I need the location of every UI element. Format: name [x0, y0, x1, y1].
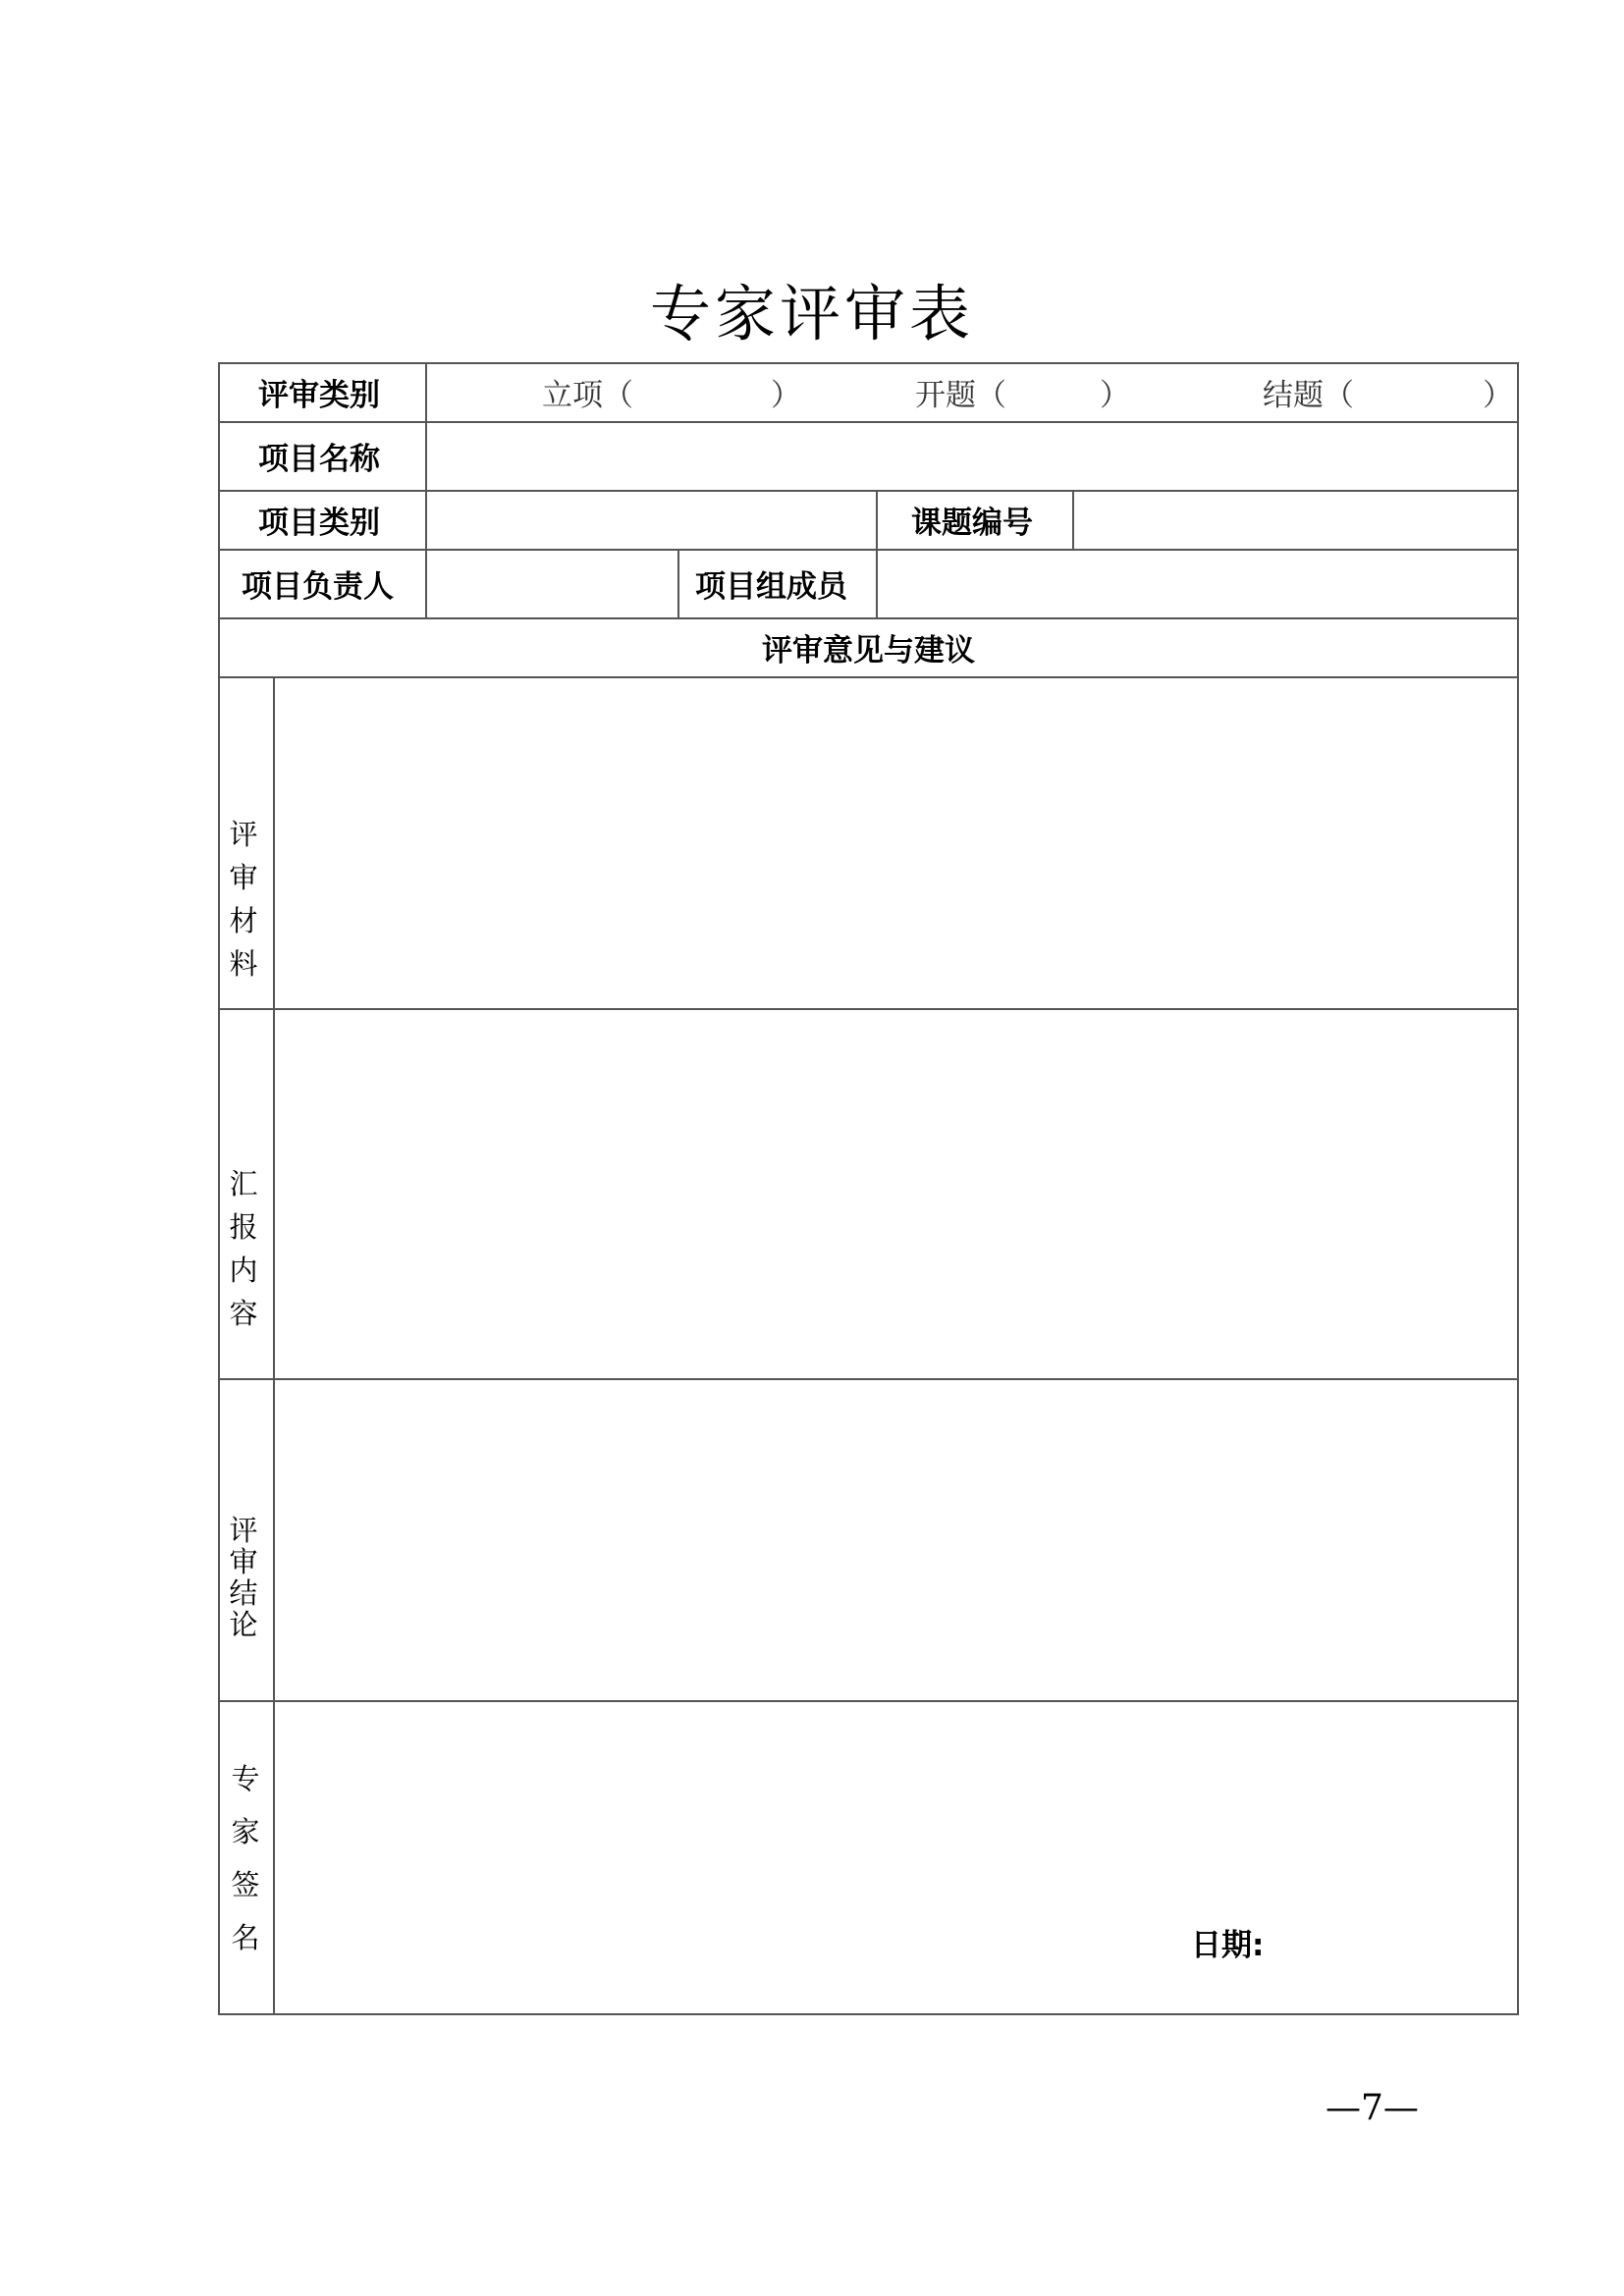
review-conclusion-field[interactable]: [276, 1381, 1514, 1697]
table-line: [218, 362, 1519, 364]
table-line: [218, 1008, 1519, 1010]
option-conclusion: 结题（: [1263, 378, 1354, 413]
table-line: [876, 490, 878, 549]
project-members-field[interactable]: [879, 552, 1514, 614]
table-line: [273, 676, 275, 2014]
option-approval: 立项（: [542, 378, 633, 413]
table-line: [218, 490, 1519, 492]
table-line: [218, 1378, 1519, 1380]
table-line: [218, 2013, 1519, 2015]
table-line: [876, 549, 878, 617]
document-title: 专家评审表: [649, 278, 974, 349]
section-label-expert-signature: 专 家 签 名: [231, 1762, 260, 1954]
project-name-label: 项目名称: [258, 442, 380, 477]
project-leader-field[interactable]: [428, 552, 675, 614]
option-conclusion-close: ）: [1483, 378, 1513, 413]
date-label: 日期:: [1191, 1928, 1265, 1963]
report-content-field[interactable]: [276, 1011, 1514, 1375]
review-type-label: 评审类别: [258, 378, 380, 413]
section-label-review-conclusion: 评 审 结 论: [229, 1514, 258, 1641]
table-line: [218, 549, 1519, 551]
option-opening: 开题（: [915, 378, 1006, 413]
topic-number-label: 课题编号: [911, 506, 1033, 541]
project-category-field[interactable]: [428, 493, 873, 546]
review-materials-field[interactable]: [276, 679, 1514, 1005]
table-line: [1517, 362, 1519, 2015]
table-line: [218, 1700, 1519, 1702]
table-line: [218, 676, 1519, 678]
topic-number-field[interactable]: [1075, 493, 1514, 546]
opinions-header: 评审意见与建议: [762, 633, 975, 668]
section-label-report-content: 汇 报 内 容: [229, 1167, 258, 1330]
page-number: —7—: [1326, 2088, 1419, 2128]
project-members-label: 项目组成员: [695, 569, 847, 605]
table-line: [218, 421, 1519, 423]
table-line: [1072, 490, 1074, 549]
project-leader-label: 项目负责人: [242, 569, 394, 605]
project-category-label: 项目类别: [258, 506, 380, 541]
section-label-review-materials: 评 审 材 料: [229, 818, 258, 981]
table-line: [677, 549, 679, 617]
option-approval-close: ）: [771, 378, 801, 413]
table-line: [218, 362, 220, 2015]
table-line: [218, 617, 1519, 619]
expert-signature-field[interactable]: [276, 1703, 1514, 2010]
option-opening-close: ）: [1100, 378, 1130, 413]
project-name-field[interactable]: [428, 424, 1514, 487]
table-line: [425, 362, 427, 617]
